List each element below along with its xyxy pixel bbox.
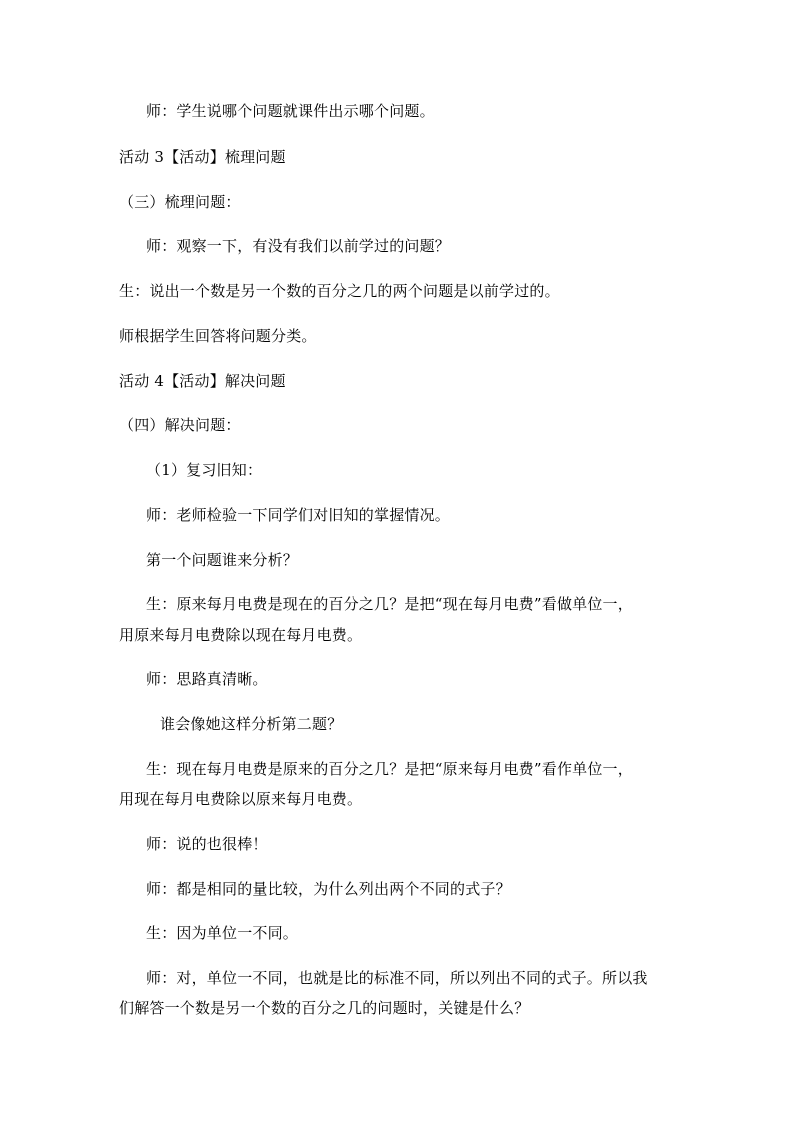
text-line: 用原来每月电费除以现在每月电费。: [119, 626, 363, 644]
section-heading: （三）梳理问题：: [119, 193, 241, 211]
text-line: 第一个问题谁来分析？: [146, 551, 299, 569]
text-line: 师：老师检验一下同学们对旧知的掌握情况。: [146, 506, 451, 524]
text-line: 生：说出一个数是另一个数的百分之几的两个问题是以前学过的。: [119, 282, 560, 300]
text-line: 师：思路真清晰。: [146, 670, 268, 688]
text-line: 们解答一个数是另一个数的百分之几的问题时，关键是什么？: [119, 999, 530, 1017]
text-line: 用现在每月电费除以原来每月电费。: [119, 790, 363, 808]
text-line: 师：都是相同的量比较，为什么列出两个不同的式子？: [146, 880, 511, 898]
text-line: 生：现在每月电费是原来的百分之几？是把“原来每月电费”看作单位一，: [146, 760, 633, 778]
text-line: 谁会像她这样分析第二题？: [160, 715, 343, 733]
activity-heading: 活动 4【活动】解决问题: [119, 372, 286, 390]
text-line: 师：说的也很棒！: [146, 835, 268, 853]
text-line: 师：学生说哪个问题就课件出示哪个问题。: [146, 102, 435, 120]
section-heading: （四）解决问题：: [119, 416, 241, 434]
activity-heading: 活动 3【活动】梳理问题: [119, 148, 286, 166]
text-line: 生：原来每月电费是现在的百分之几？是把“现在每月电费”看做单位一，: [146, 595, 633, 613]
text-line: 师：观察一下，有没有我们以前学过的问题？: [146, 237, 451, 255]
text-line: 生：因为单位一不同。: [146, 924, 299, 942]
text-line: 师：对，单位一不同，也就是比的标准不同，所以列出不同的式子。所以我: [146, 969, 648, 987]
subsection-heading: （1）复习旧知：: [146, 461, 263, 479]
text-line: 师根据学生回答将问题分类。: [119, 327, 317, 345]
